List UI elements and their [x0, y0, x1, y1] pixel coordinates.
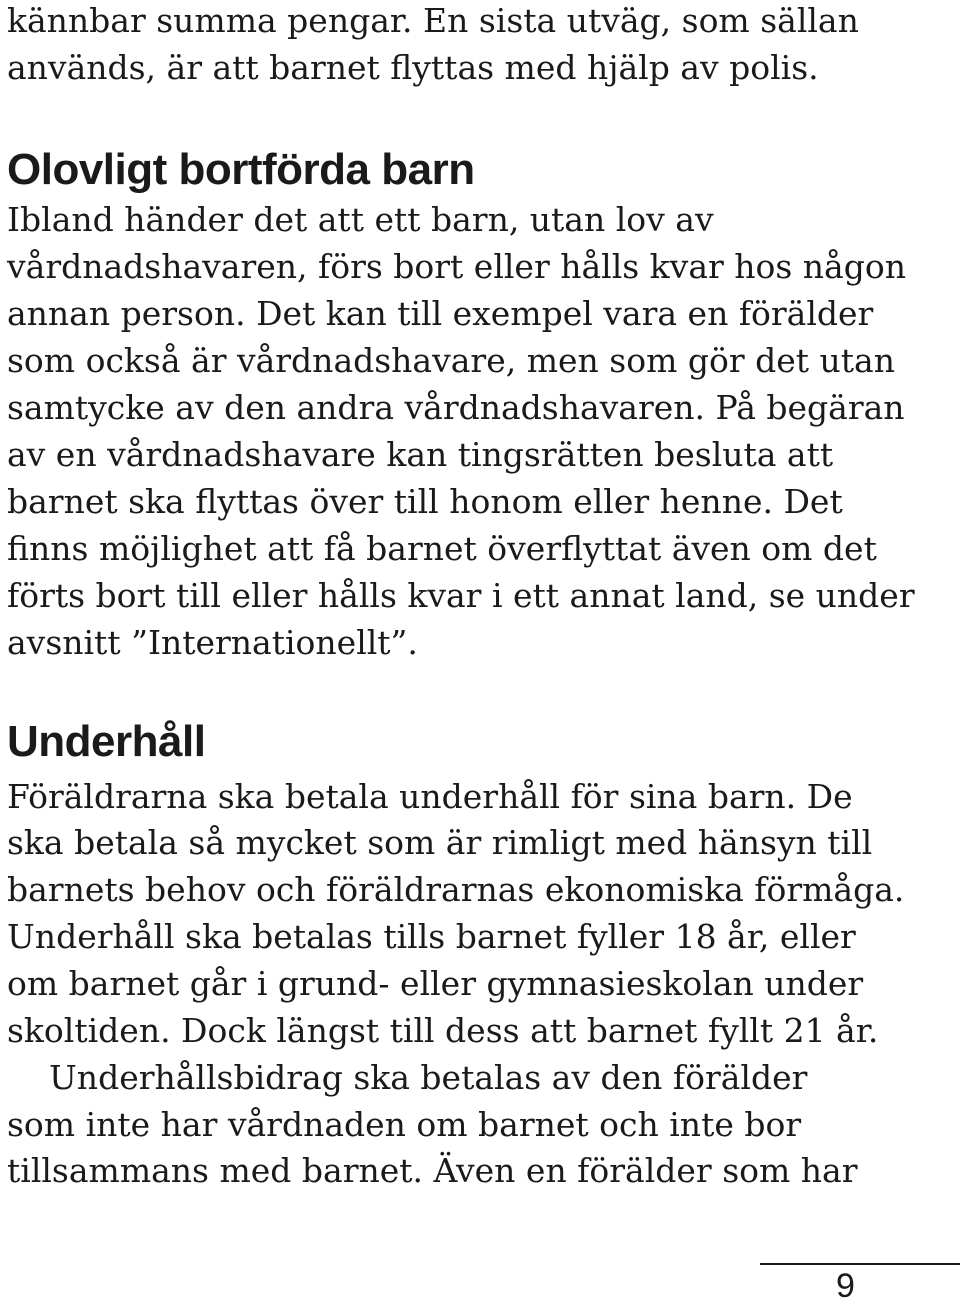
section-heading: Underhåll: [7, 717, 206, 766]
body-text-line: Föräldrarna ska betala underhåll för sina barn. De: [7, 777, 853, 816]
body-text-line: finns möjlighet att få barnet överflyttat även om det: [7, 529, 877, 568]
body-text-line: samtycke av den andra vårdnadshavaren. På begäran: [7, 388, 905, 427]
body-text-line: Underhåll ska betalas tills barnet fyller 18 år, eller: [7, 917, 856, 956]
body-text-line: som inte har vårdnaden om barnet och inte bor: [7, 1105, 802, 1144]
body-text-line: avsnitt ”Internationellt”.: [7, 623, 418, 662]
body-text-line: skoltiden. Dock längst till dess att barnet fyllt 21 år.: [7, 1011, 879, 1050]
body-text-line: som också är vårdnadshavare, men som gör det utan: [7, 341, 895, 380]
body-text-line: barnets behov och föräldrarnas ekonomiska förmåga.: [7, 870, 905, 909]
body-text-line: tillsammans med barnet. Även en förälder som har: [7, 1151, 858, 1190]
body-text-line: förts bort till eller hålls kvar i ett annat land, se under: [7, 576, 915, 615]
body-text-line: annan person. Det kan till exempel vara en förälder: [7, 294, 874, 333]
page-number: 9: [836, 1267, 855, 1305]
body-text-line: om barnet går i grund- eller gymnasieskolan under: [7, 964, 864, 1003]
body-text-line: ska betala så mycket som är rimligt med hänsyn till: [7, 823, 873, 862]
footer-divider: [760, 1263, 960, 1265]
body-text-line: Underhållsbidrag ska betalas av den förälder: [49, 1058, 808, 1097]
body-text-line: används, är att barnet flyttas med hjälp av polis.: [7, 48, 819, 87]
body-text-line: barnet ska flyttas över till honom eller henne. Det: [7, 482, 843, 521]
section-heading: Olovligt bortförda barn: [7, 145, 475, 194]
body-text-line: vårdnadshavaren, förs bort eller hålls kvar hos någon: [7, 247, 906, 286]
body-text-line: Ibland händer det att ett barn, utan lov av: [7, 200, 714, 239]
body-text-line: av en vårdnadshavare kan tingsrätten besluta att: [7, 435, 834, 474]
body-text-line: kännbar summa pengar. En sista utväg, som sällan: [7, 1, 859, 40]
